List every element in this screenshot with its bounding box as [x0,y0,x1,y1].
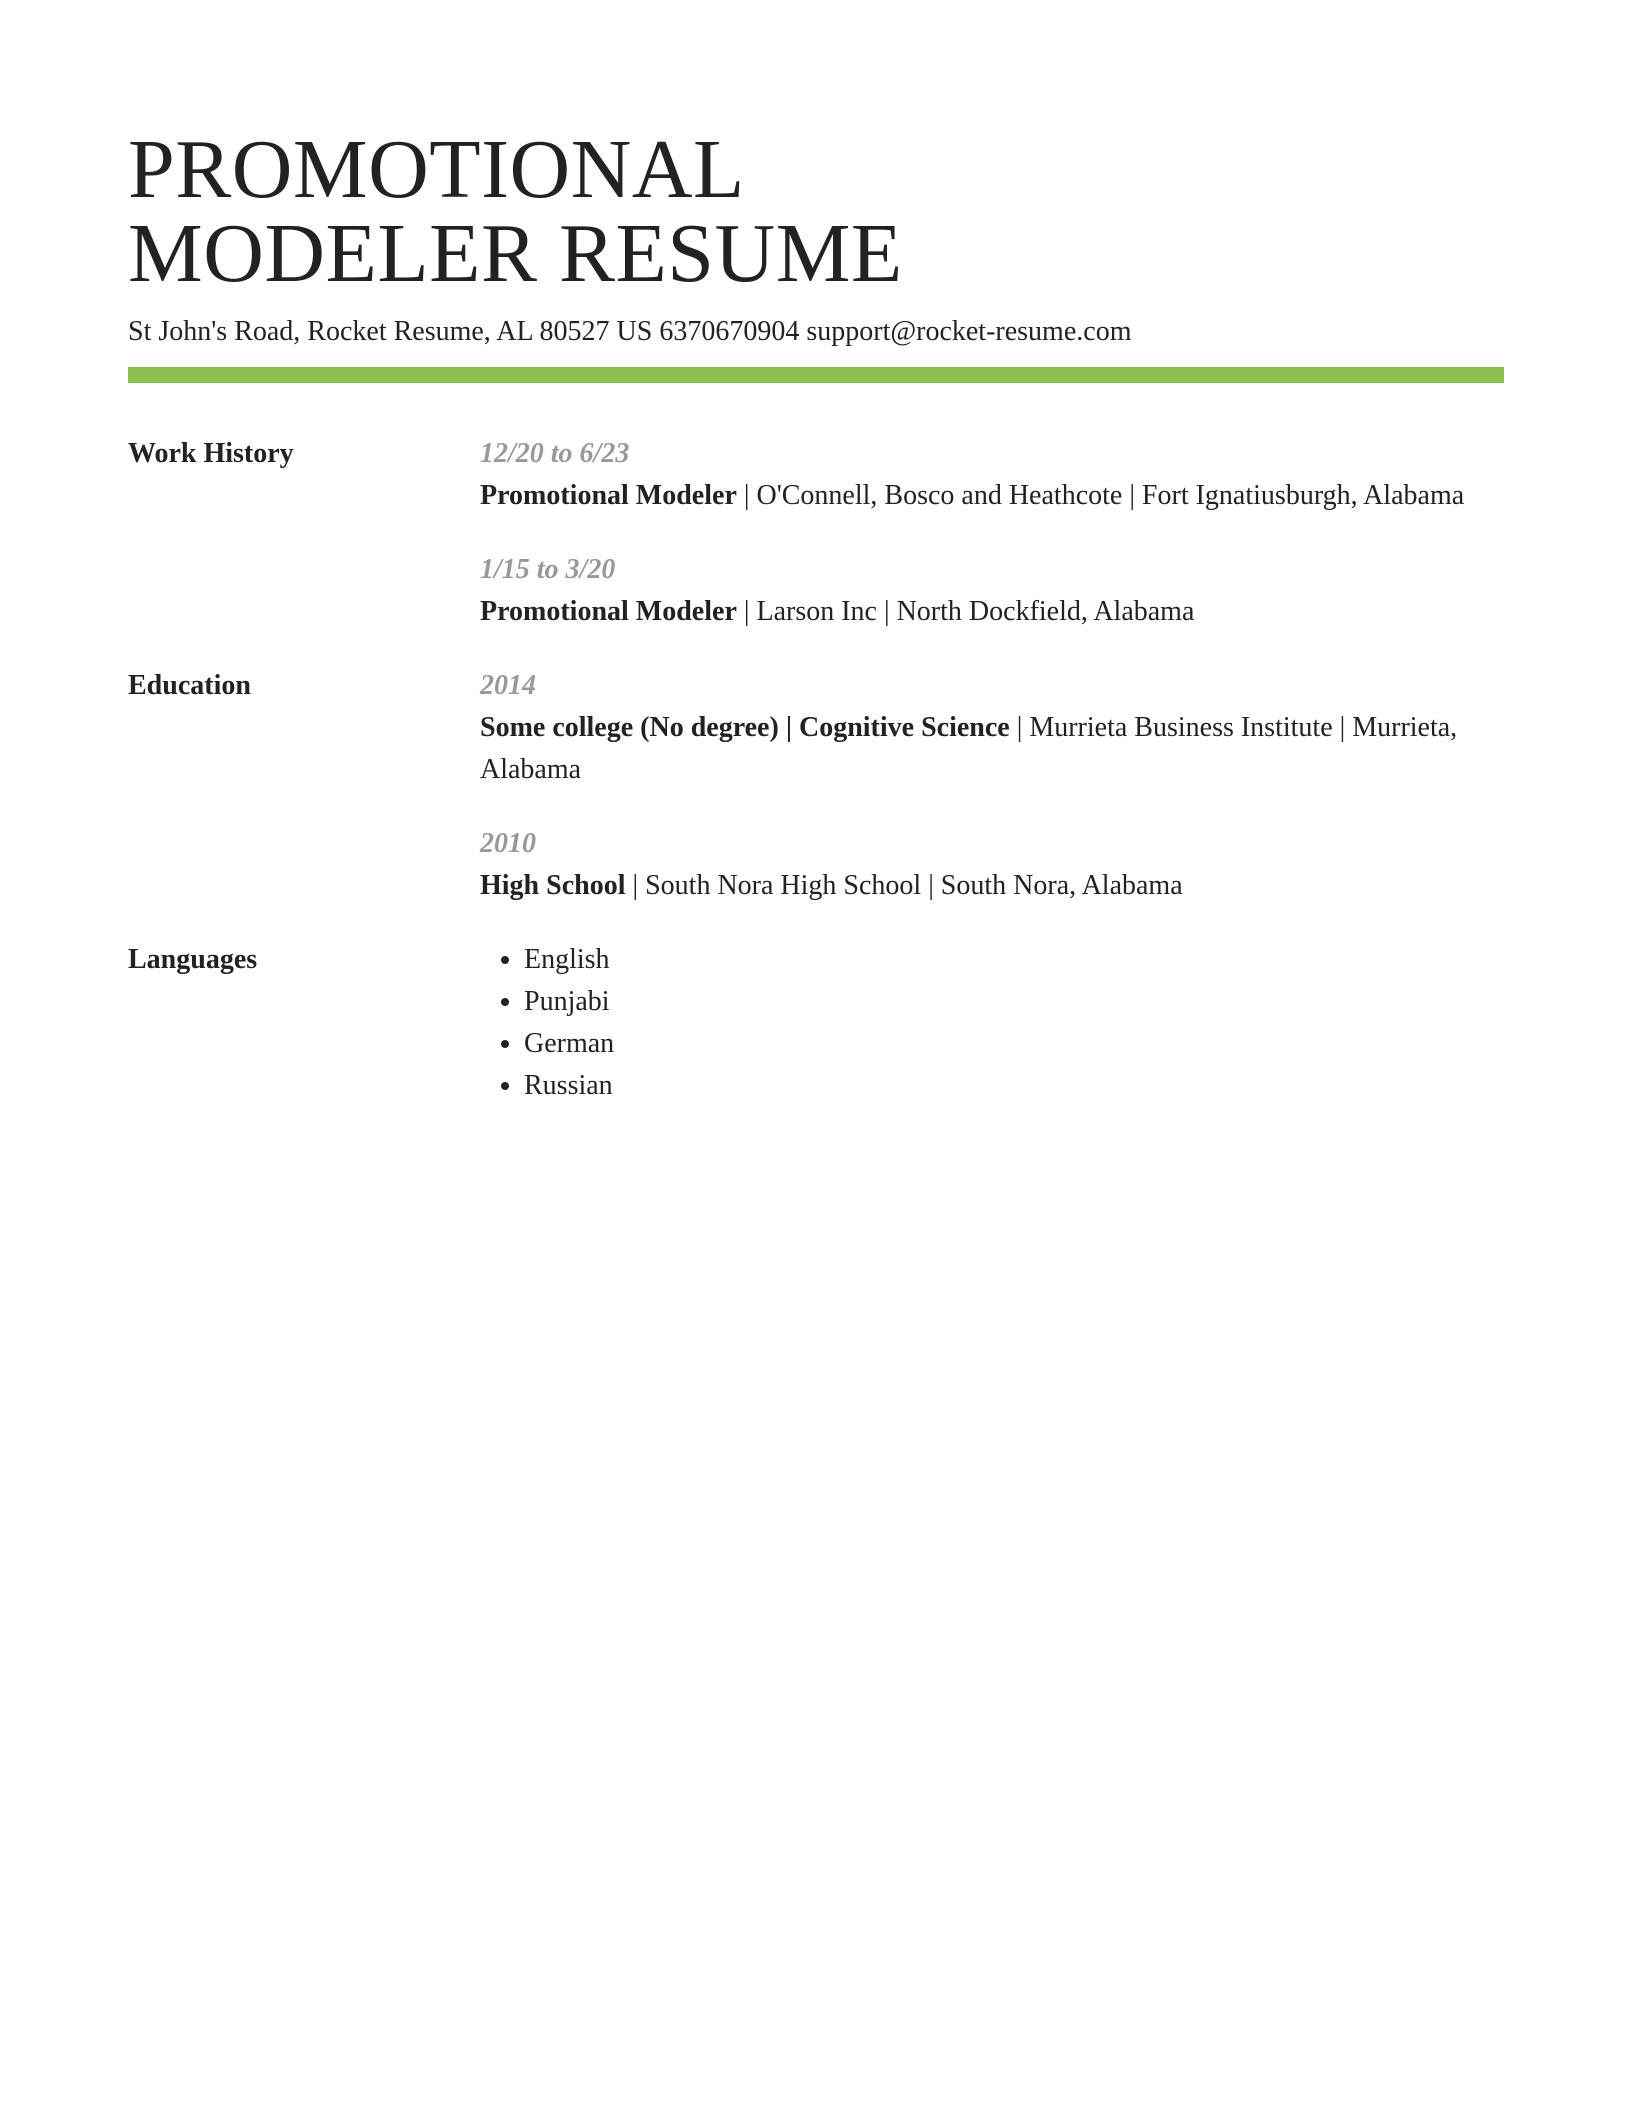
contact-line [128,316,1504,348]
education-entry-date: 2010 [480,828,536,859]
work-entry [480,549,1504,633]
language-item: • English [524,939,1504,981]
contact-email: support@rocket-resume.com [806,316,1132,347]
resume-title [128,123,1504,300]
education-entry-details: | Murrieta Business Institute | Murrieta, Alabama [480,712,1458,785]
work-entry-line [480,591,1504,633]
education-entries [480,665,1504,907]
resume-page [128,123,1504,1107]
work-entry-title: Promotional Modeler [480,596,737,627]
header-divider [128,367,1504,383]
section-label-education: Education [128,670,251,701]
language-item: • Russian [524,1065,1504,1107]
languages-list [480,939,1504,1107]
section-label-work-history: Work History [128,438,294,469]
education-entry-details: | South Nora High School | South Nora, Alabama [625,870,1183,901]
language-item: • Punjabi [524,981,1504,1023]
education-section [128,665,1504,907]
contact-phone: 6370670904 [659,316,800,347]
education-entry-date: 2014 [480,670,536,701]
education-entry [480,665,1504,791]
contact-address: St John's Road, Rocket Resume, AL 80527 US [128,316,653,347]
languages-list-container [480,939,1504,1107]
work-entry-line [480,475,1504,517]
work-entry-details: | Larson Inc | North Dockfield, Alabama [736,596,1195,627]
education-entry-title: High School [480,870,626,901]
work-entry-date: 1/15 to 3/20 [480,554,616,585]
section-label-languages: Languages [128,944,258,975]
language-item: • German [524,1023,1504,1065]
work-history-section [128,433,1504,633]
education-entry-line [480,707,1504,791]
work-history-entries [480,433,1504,633]
education-entry-title: Some college (No degree) | Cognitive Science [480,712,1010,743]
title-line-1: PROMOTIONAL [128,123,745,216]
work-entry-title: Promotional Modeler [480,480,737,511]
work-entry-date: 12/20 to 6/23 [480,438,630,469]
education-entry-line [480,865,1504,907]
education-entry [480,823,1504,907]
work-entry-details: | O'Connell, Bosco and Heathcote | Fort Ignatiusburgh, Alabama [736,480,1465,511]
work-entry [480,433,1504,517]
languages-section [128,939,1504,1107]
title-line-2: MODELER RESUME [128,207,903,300]
